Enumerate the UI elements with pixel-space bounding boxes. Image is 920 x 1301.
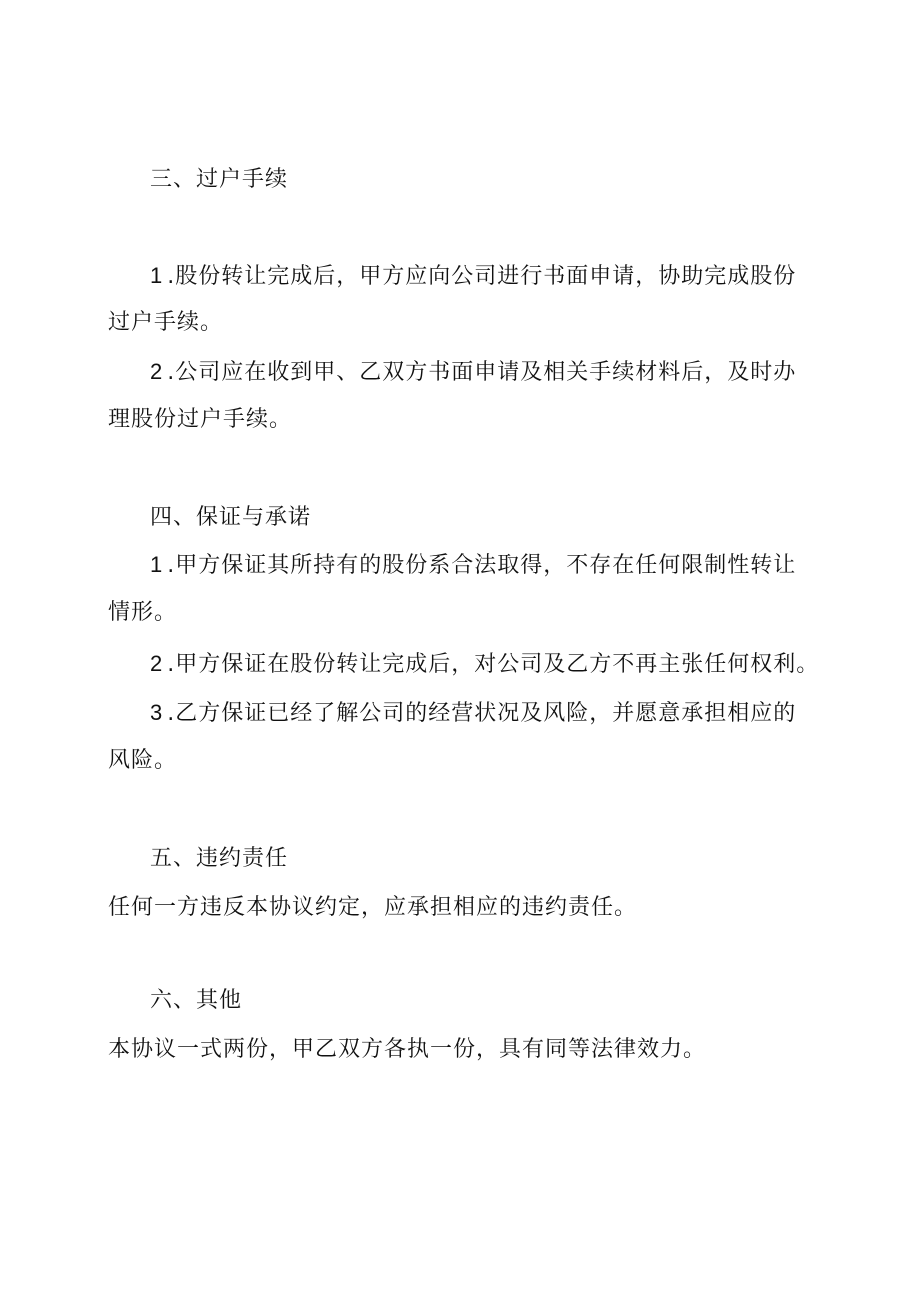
clause-line [150, 697, 920, 730]
section-body: 任何一方违反本协议约定，应承担相应的违约责任。 [108, 895, 638, 920]
clause-text: .乙方保证已经了解公司的经营状况及风险，并愿意承担相应的 [167, 701, 797, 726]
clause-text: .公司应在收到甲、乙双方书面申请及相关手续材料后，及时办 [167, 360, 797, 385]
clause-continuation: 过户手续。 [108, 310, 224, 335]
clause-continuation: 风险。 [108, 748, 178, 773]
clause-text: .甲方保证其所持有的股份系合法取得，不存在任何限制性转让 [167, 553, 797, 578]
section-body: 本协议一式两份，甲乙双方各执一份，具有同等法律效力。 [108, 1037, 707, 1062]
clause-text: .股份转让完成后，甲方应向公司进行书面申请，协助完成股份 [167, 264, 797, 289]
section-heading-liability: 五、违约责任 [150, 846, 289, 871]
clause-continuation: 情形。 [108, 600, 178, 625]
section-heading-other: 六、其他 [150, 988, 243, 1013]
clause-number: 2 [150, 651, 164, 676]
clause-continuation: 理股份过户手续。 [108, 407, 293, 432]
section-heading-warranty: 四、保证与承诺 [150, 505, 312, 530]
clause-line [150, 260, 920, 293]
clause-number: 1 [150, 552, 164, 577]
clause-number: 2 [150, 359, 164, 384]
clause-line [150, 648, 920, 681]
clause-number: 1 [150, 263, 164, 288]
clause-text: .甲方保证在股份转让完成后，对公司及乙方不再主张任何权利。 [167, 652, 820, 677]
clause-line [150, 356, 920, 389]
clause-number: 3 [150, 700, 164, 725]
clause-line [150, 549, 920, 582]
section-heading-transfer: 三、过户手续 [150, 167, 289, 192]
